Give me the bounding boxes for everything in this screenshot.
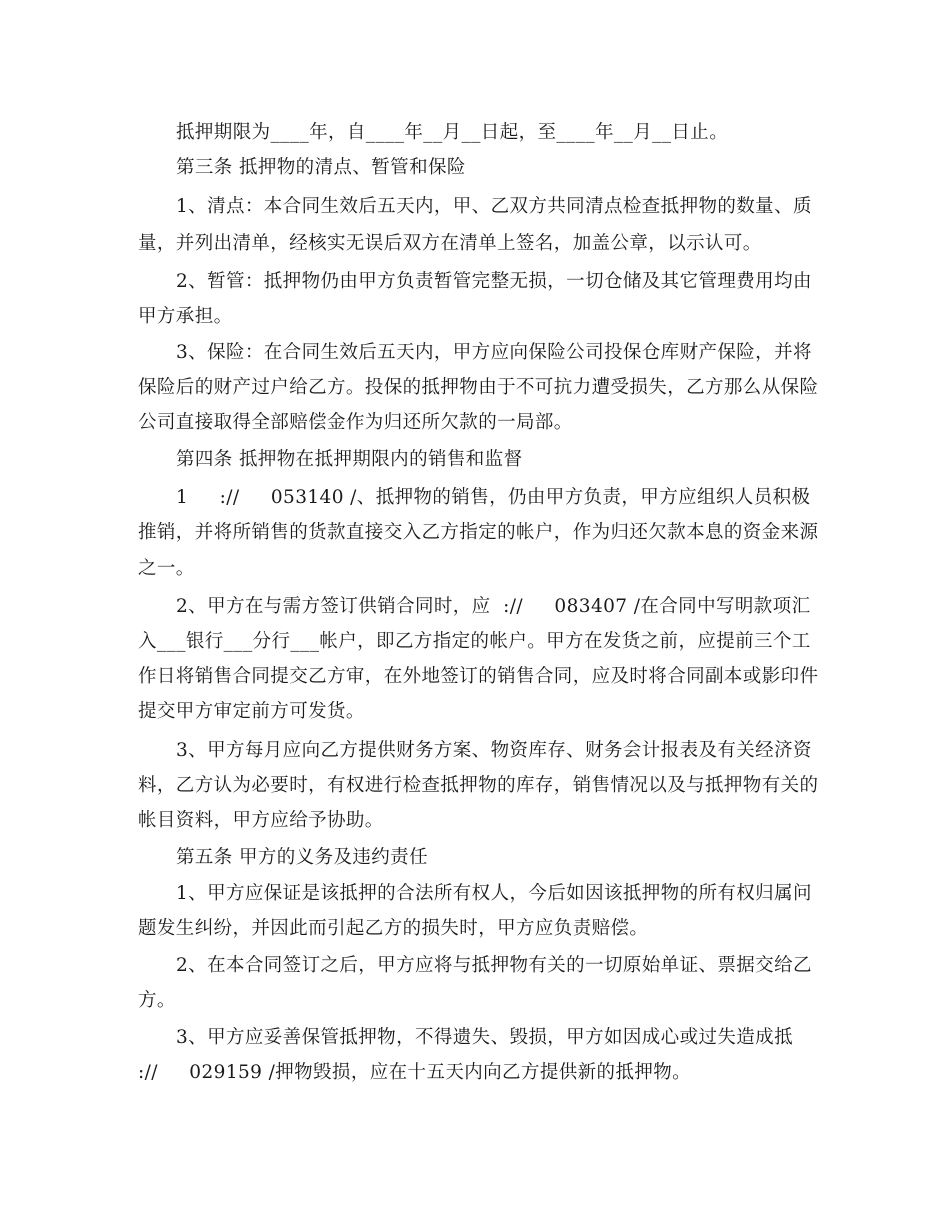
- text-line: 方。: [138, 990, 176, 1011]
- text-line: 之一。: [138, 558, 195, 579]
- text-line: 3、甲方应妥善保管抵押物，不得遗失、毁损，甲方如因成心或过失造成抵: [176, 1027, 793, 1048]
- text-line: 保险后的财产过户给乙方。投保的抵押物由于不可抗力遭受损失，乙方那么从保险: [138, 377, 819, 398]
- text-line: 抵押期限为____年，自____年__月__日起，至____年__月__日止。: [176, 122, 729, 143]
- text-line: 题发生纠纷，并因此而引起乙方的损失时，甲方应负责赔偿。: [138, 918, 649, 939]
- section-heading: 第四条 抵押物在抵押期限内的销售和监督: [176, 449, 523, 470]
- text-line: 料，乙方认为必要时，有权进行检查抵押物的库存，销售情况以及与抵押物有关的: [138, 775, 819, 796]
- text-line: 2、在本合同签订之后，甲方应将与抵押物有关的一切原始单证、票据交给乙: [176, 955, 812, 976]
- text-line: :// 029159 /押物毁损，应在十五天内向乙方提供新的抵押物。: [138, 1062, 692, 1083]
- section-heading: 第三条 抵押物的清点、暂管和保险: [176, 157, 466, 178]
- text-line: 入___银行___分行___帐户，即乙方指定的帐户。甲方在发货之前，应提前三个工: [138, 631, 811, 652]
- text-line: 甲方承担。: [138, 306, 233, 327]
- text-line: 2、甲方在与需方签订供销合同时，应 :// 083407 /在合同中写明款项汇: [176, 596, 811, 617]
- text-line: 推销，并将所销售的货款直接交入乙方指定的帐户，作为归还欠款本息的资金来源: [138, 522, 819, 543]
- text-line: 2、暂管：抵押物仍由甲方负责暂管完整无损，一切仓储及其它管理费用均由: [176, 271, 812, 292]
- text-line: 量，并列出清单，经核实无误后双方在清单上签名，加盖公章，以示认可。: [138, 233, 762, 254]
- text-line: 3、保险：在合同生效后五天内，甲方应向保险公司投保仓库财产保险，并将: [176, 342, 812, 363]
- text-line: 帐目资料，甲方应给予协助。: [138, 810, 384, 831]
- text-line: 公司直接取得全部赔偿金作为归还所欠款的一局部。: [138, 412, 573, 433]
- text-line: 1 :// 053140 /、抵押物的销售，仍由甲方负责，甲方应组织人员积极: [176, 487, 811, 508]
- text-line: 作日将销售合同提交乙方审，在外地签订的销售合同，应及时将合同副本或影印件: [138, 666, 819, 687]
- text-line: 1、清点：本合同生效后五天内，甲、乙双方共同清点检查抵押物的数量、质: [176, 196, 812, 217]
- text-line: 提交甲方审定前方可发货。: [138, 701, 365, 722]
- section-heading: 第五条 甲方的义务及违约责任: [176, 847, 428, 868]
- text-line: 1、甲方应保证是该抵押的合法所有权人，今后如因该抵押物的所有权归属问: [176, 883, 812, 904]
- text-line: 3、甲方每月应向乙方提供财务方案、物资库存、财务会计报表及有关经济资: [176, 740, 812, 761]
